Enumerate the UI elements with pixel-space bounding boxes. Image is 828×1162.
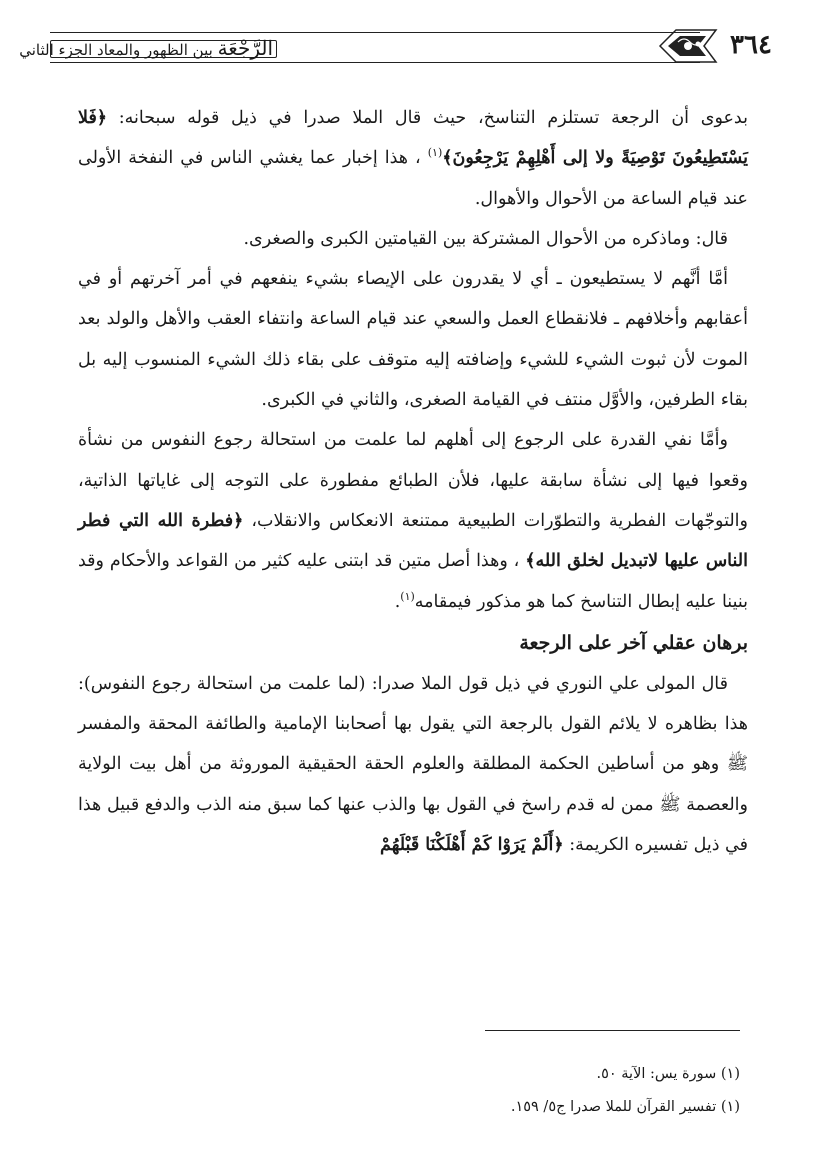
footnote-2: (١) تفسير القرآن للملا صدرا ج٥/ ١٥٩. <box>510 1099 740 1115</box>
main-text <box>78 98 748 865</box>
quran-verse-2: ﴿فطرة الله التي فطر الناس عليها لاتبديل لخلق الله﴾ <box>78 510 748 572</box>
section-heading: برهان عقلي آخر على الرجعة <box>519 631 748 654</box>
header-rule-bottom <box>50 62 700 63</box>
paragraph-5-text: قال المولى علي النوري في ذيل قول الملا صدرا: (لما علمت من استحالة رجوع النفوس): هذا بظاهره لا يلائم القول بالرجعة التي يقول بها أصحابنا الإمامية والطائفة المحقة والمفسر ﷺ وهو من أساطين الحكمة المطلقة والعلوم الحقة الحقيقية الموروثة من أهل بيت الولاية والعصمة ﷺ ممن له قدم راسخ في القول بها والذب عنها كما سبق منه الذب والدفع قبيل هذا في ذيل تفسيره الكريمة: <box>78 673 748 856</box>
running-title-sub: بين الظهور والمعاد <box>97 41 213 59</box>
paragraph-4-text-middle: ، وهذا أصل متين قد ابتنى عليه كثير من القواعد والأحكام وقد بنينا عليه إبطال التناسخ كما هو مذكور فيمقامه <box>78 551 748 612</box>
running-title-main: الرَّجْعَة <box>217 36 273 60</box>
paragraph-5 <box>78 664 748 865</box>
footnote-1: (١) سورة يس: الآية ٥٠. <box>596 1066 740 1082</box>
footnotes <box>240 1058 740 1124</box>
paragraph-1-text: بدعوى أن الرجعة تستلزم التناسخ، حيث قال الملا صدرا في ذيل قوله سبحانه: <box>107 108 748 128</box>
paragraph-4-text: وأمَّا نفي القدرة على الرجوع إلى أهلهم لما علمت من استحالة رجوع النفوس من نشأة وقعوا فيها إلى نشأة سابقة عليها، فلأن الطبائع مفطورة على التوجه إلى غاياتها الذاتية، والتوجّهات الفطرية والتطوّرات الطبيعية ممتنعة الانعكاس والانقلاب، <box>78 430 748 531</box>
running-title <box>19 36 273 60</box>
header-rule-top <box>50 32 700 33</box>
page-number: ٣٦٤ <box>730 30 772 60</box>
paragraph-4-text-end: . <box>394 591 401 612</box>
footnote-separator <box>485 1030 740 1031</box>
paragraph-1-text-end: ، هذا إخبار عما يغشي الناس في النفخة الأولى عند قيام الساعة من الأحوال والأهوال. <box>78 148 748 209</box>
quran-verse-3: ﴿أَلَمْ يَرَوْا كَمْ أَهْلَكْنَا قَبْلَهُمْ <box>380 835 564 856</box>
paragraph-3: أمَّا أنَّهم لا يستطيعون ـ أي لا يقدرون على الإيصاء بشيء ينفعهم في أمر آخرتهم أو في أعقابهم وأخلافهم ـ فلانقطاع العمل والسعي عند قيام الساعة وانتفاء العقب والأهل والولد بعد الموت لأن ثبوت الشيء للشيء وإضافته إليه متوقف على بقاء ذلك الشيء المنسوب إليه بل بقاء الطرفين، والأوَّل منتف في القيامة الصغرى، والثاني في الكبرى. <box>78 269 748 411</box>
footnote-ref-2: (١) <box>400 589 415 603</box>
footnote-ref-1: (١) <box>427 146 443 160</box>
paragraph-2: قال: وماذكره من الأحوال المشتركة بين القيامتين الكبرى والصغرى. <box>243 228 728 249</box>
calligraphic-ornament-icon <box>658 24 720 68</box>
paragraph-1 <box>78 98 748 219</box>
running-title-part: الجزء الثاني <box>19 41 93 59</box>
paragraph-4 <box>78 420 748 621</box>
page-header <box>19 22 780 72</box>
quran-verse-1: ﴿فَلا يَسْتَطِيعُونَ تَوْصِيَةً ولا إلى أَهْلِهِمْ يَرْجِعُونَ﴾ <box>78 108 748 169</box>
